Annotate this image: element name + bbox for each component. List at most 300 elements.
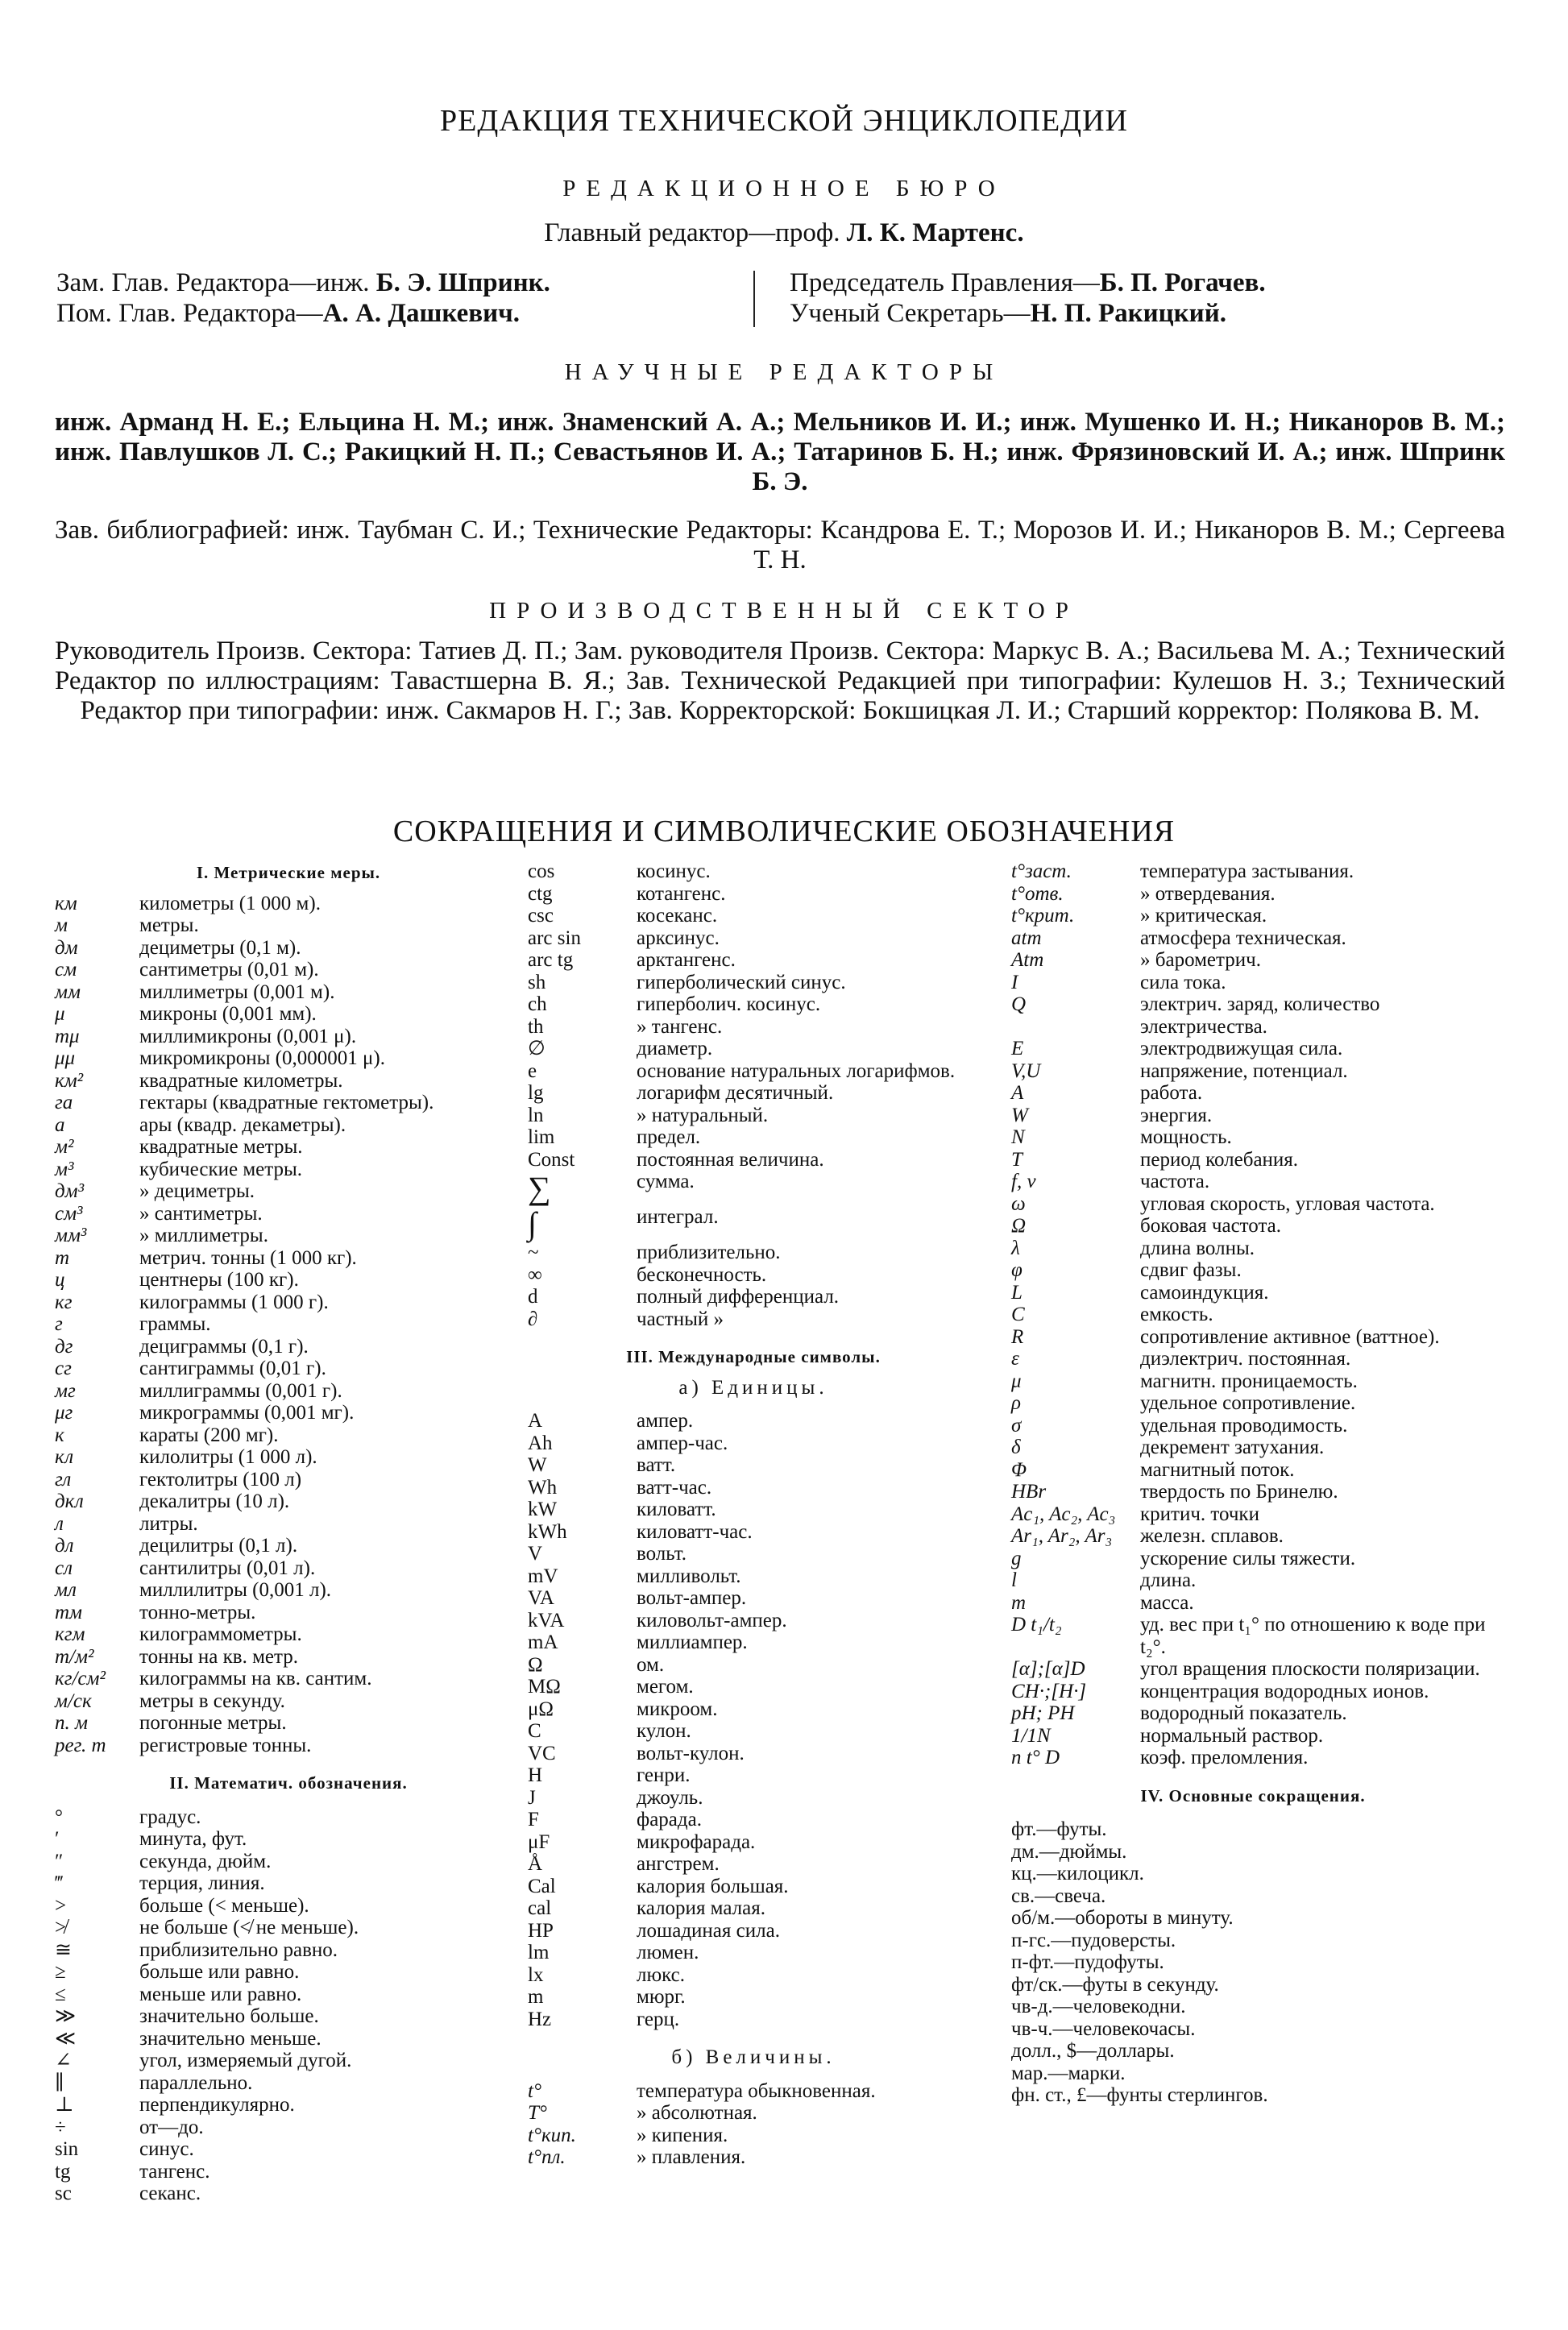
list-item	[55, 1225, 522, 1247]
item-symbol: t°крит.	[1011, 905, 1075, 927]
list-item	[55, 1806, 522, 1829]
item-description: миллиграммы (0,001 г).	[139, 1379, 342, 1402]
item-symbol: ln	[528, 1104, 544, 1126]
item-description: дециметры (0,1 м).	[139, 936, 301, 959]
item-description: концентрация водородных ионов.	[1140, 1680, 1429, 1702]
column-3	[1011, 860, 1495, 2107]
item-description: температура обыкновенная.	[637, 2079, 876, 2102]
list-item	[1011, 1326, 1495, 1349]
list-item	[55, 2028, 522, 2050]
item-symbol: V	[528, 1543, 543, 1565]
list-item	[528, 1764, 979, 1787]
item-description: косеканс.	[637, 905, 718, 927]
item-description: магнитн. проницаемость.	[1140, 1370, 1358, 1392]
list-item: п-фт.—пудофуты.	[1011, 1951, 1164, 1973]
sec1-title: I. Метрические меры.	[196, 863, 381, 882]
item-symbol: ~	[528, 1242, 539, 1263]
item-description: киловатт-час.	[637, 1520, 753, 1543]
item-description: » дециметры.	[139, 1180, 255, 1202]
list-item	[528, 2146, 979, 2169]
item-symbol: mA	[528, 1631, 558, 1653]
item-description: герц.	[637, 2008, 680, 2030]
sec3-title: III. Международные символы.	[626, 1347, 881, 1366]
list-item	[528, 1499, 979, 1521]
list-item	[528, 1206, 979, 1242]
item-description: емкость.	[1140, 1304, 1213, 1325]
list-item	[1011, 993, 1495, 1038]
item-symbol: м²	[55, 1136, 74, 1158]
item-description: квадратные километры.	[139, 1069, 343, 1092]
item-description: центнеры (100 кг).	[139, 1269, 299, 1291]
list-item	[55, 1180, 522, 1203]
item-symbol: ≤	[55, 1983, 66, 2005]
list-item	[55, 1114, 522, 1137]
item-description: кулон.	[637, 1720, 691, 1742]
item-symbol: ⊥	[55, 2094, 74, 2116]
item-symbol: mμ	[55, 1025, 80, 1047]
item-description: не больше (≮ не меньше).	[139, 1917, 359, 1938]
item-description: косинус.	[637, 860, 711, 882]
list-item	[55, 1535, 522, 1557]
item-symbol: ctg	[528, 882, 553, 905]
list-item	[55, 1939, 522, 1962]
item-symbol: Q	[1011, 993, 1027, 1015]
list-item	[528, 949, 979, 972]
list-item: дм.—дюймы.	[1011, 1840, 1127, 1863]
list-item	[528, 1920, 979, 1942]
item-symbol: J	[528, 1786, 536, 1809]
list-item	[528, 1410, 979, 1432]
item-description: полный дифференциал.	[637, 1286, 840, 1308]
list-item	[1011, 1415, 1495, 1437]
item-description: значительно меньше.	[139, 2027, 321, 2050]
item-description: караты (200 мг).	[139, 1424, 279, 1446]
item-description: секанс.	[139, 2183, 201, 2204]
item-symbol: W	[1011, 1104, 1028, 1126]
column-1	[55, 862, 522, 2205]
item-description: электродвижущая сила.	[1140, 1038, 1343, 1059]
list-item	[528, 1676, 979, 1698]
item-symbol: Ω	[1011, 1215, 1027, 1237]
item-symbol: sc	[55, 2183, 72, 2204]
item-description: сумма.	[637, 1171, 695, 1192]
item-description: мюрг.	[637, 1986, 686, 2008]
item-description: килолитры (1 000 л).	[139, 1446, 317, 1468]
item-description: бесконечность.	[637, 1263, 767, 1286]
abbrev-heading: СОКРАЩЕНИЯ И СИМВОЛИЧЕСКИЕ ОБОЗНАЧЕНИЯ	[392, 815, 1176, 848]
list-item	[55, 914, 522, 937]
list-item	[528, 860, 979, 883]
item-symbol: N	[1011, 1126, 1025, 1148]
item-symbol: >	[55, 1894, 67, 1917]
item-description: ангстрем.	[637, 1853, 720, 1875]
item-symbol: ∅	[528, 1038, 545, 1059]
item-description: » плавления.	[637, 2146, 746, 2168]
item-description: частота.	[1140, 1171, 1210, 1192]
sec2-list	[55, 1806, 522, 2205]
item-symbol: C	[1011, 1304, 1025, 1325]
item-symbol: ц	[55, 1269, 65, 1291]
item-symbol: Const	[528, 1148, 575, 1171]
item-description: меньше или равно.	[139, 1983, 302, 2005]
item-description: децилитры (0,1 л).	[139, 1535, 298, 1557]
item-symbol: Ar₁, Ar₂, Ar₃	[1011, 1525, 1113, 1547]
item-description: водородный показатель.	[1140, 1702, 1347, 1724]
secretary-label: Ученый Секретарь—	[790, 299, 1031, 328]
list-item	[55, 981, 522, 1004]
item-symbol: м/ск	[55, 1689, 92, 1712]
item-symbol: F	[528, 1809, 539, 1830]
item-description: микрофарада.	[637, 1830, 756, 1853]
list-item	[55, 1313, 522, 1336]
item-symbol: μ	[55, 1003, 65, 1025]
list-item	[528, 1126, 979, 1149]
item-description: тангенс.	[139, 2160, 210, 2183]
item-symbol: CH·;[H·]	[1011, 1680, 1087, 1702]
item-symbol: ≅	[55, 1938, 72, 1961]
item-description: ватт.	[637, 1454, 676, 1476]
item-symbol: μμ	[55, 1047, 76, 1069]
list-item	[55, 2161, 522, 2183]
item-description: кубические метры.	[139, 1158, 303, 1180]
list-item	[55, 1646, 522, 1669]
list-item	[1011, 1592, 1495, 1615]
list-item	[55, 1336, 522, 1358]
list-item	[55, 1872, 522, 1895]
item-symbol: км	[55, 892, 77, 914]
list-item	[528, 1720, 979, 1743]
item-symbol: кл	[55, 1446, 74, 1468]
list-item: фт.—футы.	[1011, 1818, 1107, 1840]
item-description: электрич. заряд, количество электричества.	[1140, 993, 1380, 1038]
item-symbol: lx	[528, 1963, 544, 1986]
board-block	[790, 267, 1515, 329]
item-description: мощность.	[1140, 1126, 1232, 1148]
list-item	[1011, 883, 1495, 906]
list-item	[55, 1917, 522, 1939]
item-symbol: км²	[55, 1069, 84, 1092]
assistant-label: Пом. Глав. Редактора—	[56, 299, 323, 328]
item-description: магнитный поток.	[1140, 1458, 1295, 1481]
item-description: напряжение, потенциал.	[1140, 1059, 1348, 1082]
list-item	[1011, 1171, 1495, 1193]
sec3a-title: а) Единицы.	[678, 1376, 828, 1399]
item-symbol: м³	[55, 1158, 74, 1180]
list-item	[1011, 1437, 1495, 1459]
list-item	[1011, 1525, 1495, 1548]
item-symbol: sh	[528, 971, 546, 993]
item-description: джоуль.	[637, 1786, 703, 1809]
list-item	[528, 1654, 979, 1677]
list-item	[55, 1668, 522, 1690]
item-symbol: W	[528, 1454, 547, 1476]
item-symbol: ε	[1011, 1348, 1019, 1370]
list-item	[55, 1690, 522, 1713]
item-symbol: ∑	[528, 1170, 551, 1206]
sec2-title: II. Математич. обозначения.	[169, 1773, 408, 1793]
sec4-list	[1011, 1818, 1495, 2107]
item-symbol: ch	[528, 993, 547, 1015]
list-item	[528, 1942, 979, 1964]
sec2b-list	[528, 860, 979, 1330]
item-description: » натуральный.	[637, 1104, 769, 1126]
item-symbol: кг/см²	[55, 1668, 106, 1689]
item-description: киловатт.	[637, 1499, 716, 1520]
item-description: диаметр.	[637, 1038, 713, 1059]
list-item	[55, 1424, 522, 1447]
list-item	[528, 1038, 979, 1060]
list-item	[528, 1016, 979, 1039]
list-item	[55, 1712, 522, 1735]
header-title: РЕДАКЦИЯ ТЕХНИЧЕСКОЙ ЭНЦИКЛОПЕДИИ	[439, 104, 1128, 138]
item-symbol: [α];[α]D	[1011, 1658, 1085, 1680]
list-item	[55, 1828, 522, 1851]
item-symbol: а	[55, 1113, 65, 1136]
item-symbol: λ	[1011, 1237, 1020, 1259]
list-item	[528, 1521, 979, 1544]
list-item: чв-ч.—человекочасы.	[1011, 2017, 1196, 2040]
item-symbol: HP	[528, 1919, 554, 1942]
sec1-list	[55, 893, 522, 1757]
item-symbol: дл	[55, 1535, 74, 1557]
item-symbol: ‴	[55, 1872, 64, 1894]
scientific-editors: инж. Арманд Н. Е.; Ельцина Н. М.; инж. Знаменский А. А.; Мельников И. И.; инж. Мушенко И. Н.; Никаноров В. М.; инж. Павлушков Л. С.; Ракицкий Н. П.; Севастьянов И. А.; Татаринов Б. Н.; инж. Фрязиновский И. А.; инж. Шпринк Б. Э.	[55, 408, 1505, 496]
list-item	[528, 1543, 979, 1565]
item-description: гиперболич. косинус.	[637, 993, 821, 1015]
list-item	[1011, 1193, 1495, 1216]
item-symbol: kWh	[528, 1520, 567, 1543]
item-description: люмен.	[637, 1942, 699, 1963]
item-symbol: мм	[55, 981, 81, 1003]
item-description: » сантиметры.	[139, 1202, 263, 1225]
item-description: литры.	[139, 1512, 198, 1535]
list-item	[528, 1454, 979, 1477]
item-description: постоянная величина.	[637, 1148, 824, 1171]
item-description: угловая скорость, угловая частота.	[1140, 1192, 1435, 1215]
list-item	[1011, 1082, 1495, 1105]
item-description: диэлектрич. постоянная.	[1140, 1348, 1351, 1370]
list-item: об/м.—обороты в минуту.	[1011, 1907, 1234, 1929]
secretary-name: Н. П. Ракицкий.	[1030, 299, 1226, 328]
item-description: длина.	[1140, 1569, 1197, 1591]
list-item	[1011, 1503, 1495, 1526]
item-symbol: MΩ	[528, 1676, 561, 1698]
list-item	[1011, 1459, 1495, 1482]
item-description: сдвиг фазы.	[1140, 1259, 1242, 1281]
item-description: » тангенс.	[637, 1015, 723, 1038]
item-symbol: Atm	[1011, 949, 1044, 971]
sec3b-list	[528, 2080, 979, 2169]
list-item: фн. ст., £—фунты стерлингов.	[1011, 2084, 1268, 2106]
item-symbol: Cal	[528, 1875, 556, 1897]
item-description: ампер.	[637, 1410, 694, 1432]
item-symbol: мг	[55, 1379, 76, 1402]
item-description: киловольт-ампер.	[637, 1609, 787, 1631]
item-symbol: δ	[1011, 1437, 1021, 1458]
item-description: значительно больше.	[139, 2005, 319, 2027]
item-description: угол, измеряемый дугой.	[139, 2050, 352, 2071]
item-description: метры в секунду.	[139, 1689, 285, 1712]
list-item	[528, 1853, 979, 1876]
item-symbol: lim	[528, 1126, 555, 1148]
list-item	[1011, 1681, 1495, 1703]
list-item	[528, 1787, 979, 1810]
item-symbol: см³	[55, 1202, 83, 1225]
item-description: тонно-метры.	[139, 1601, 256, 1623]
board-label: Председатель Правления—	[790, 268, 1100, 297]
item-symbol: t°пл.	[528, 2146, 566, 2168]
list-item: фт/ск.—футы в секунду.	[1011, 1973, 1219, 1996]
list-item	[55, 1269, 522, 1291]
item-description: приблизительно.	[637, 1242, 781, 1263]
item-symbol: ″	[55, 1850, 64, 1872]
list-item	[1011, 1392, 1495, 1415]
list-item	[1011, 1238, 1495, 1260]
list-item	[1011, 949, 1495, 972]
item-description: миллиампер.	[637, 1631, 748, 1653]
item-symbol: m	[1011, 1591, 1027, 1614]
chief-name: Л. К. Мартенс.	[846, 218, 1024, 247]
item-description: железн. сплавов.	[1140, 1525, 1284, 1547]
list-item	[55, 1446, 522, 1469]
item-description: удельная проводимость.	[1140, 1414, 1348, 1437]
item-symbol: lg	[528, 1082, 544, 1104]
sec3b-title: б) Величины.	[671, 2046, 836, 2068]
item-description: ампер-час.	[637, 1432, 728, 1454]
list-item: св.—свеча.	[1011, 1884, 1106, 1907]
list-item	[55, 1602, 522, 1624]
list-item	[1011, 972, 1495, 994]
list-item	[1011, 905, 1495, 927]
item-symbol: atm	[1011, 927, 1042, 949]
item-symbol: arc sin	[528, 927, 581, 949]
item-description: вольт-кулон.	[637, 1742, 745, 1764]
item-description: » абсолютная.	[637, 2102, 757, 2124]
item-description: энергия.	[1140, 1104, 1213, 1126]
item-symbol: Ac₁, Ac₂, Ac₃	[1011, 1503, 1116, 1525]
item-description: интеграл.	[637, 1206, 719, 1228]
item-description: микроом.	[637, 1698, 718, 1720]
list-item	[528, 1831, 979, 1854]
item-description: декалитры (10 л).	[139, 1490, 290, 1512]
bibliography-line: Зав. библиографией: инж. Таубман С. И.; Технические Редакторы: Ксандрова Е. Т.; Морозов И. И.; Никаноров В. М.; Сергеева Т. Н.	[55, 516, 1505, 574]
list-item	[528, 1698, 979, 1721]
item-symbol: l	[1011, 1569, 1017, 1591]
item-description: атмосфера техническая.	[1140, 927, 1346, 949]
list-item: п-гс.—пудоверсты.	[1011, 1929, 1176, 1951]
scientific-heading: НАУЧНЫЕ РЕДАКТОРЫ	[564, 359, 1004, 385]
production-heading: ПРОИЗВОДСТВЕННЫЙ СЕКТОР	[489, 598, 1079, 624]
item-symbol: ω	[1011, 1192, 1026, 1215]
item-symbol: tg	[55, 2160, 71, 2183]
list-item: долл., $—доллары.	[1011, 2040, 1175, 2062]
list-item	[528, 1477, 979, 1499]
list-item	[528, 927, 979, 950]
list-item	[528, 1308, 979, 1331]
item-symbol: ∫	[528, 1205, 537, 1242]
item-symbol: A	[528, 1410, 543, 1432]
item-symbol: дг	[55, 1335, 73, 1358]
deputies-block	[56, 267, 749, 329]
item-description: сантиметры (0,01 м).	[139, 959, 319, 981]
item-description: вольт-ампер.	[637, 1587, 747, 1609]
list-item	[55, 2005, 522, 2028]
item-symbol: мл	[55, 1579, 77, 1601]
item-symbol: Å	[528, 1853, 543, 1875]
item-description: удельное сопротивление.	[1140, 1392, 1356, 1414]
list-item: мар.—марки.	[1011, 2062, 1126, 2084]
item-symbol: Ah	[528, 1432, 553, 1454]
list-item	[55, 1895, 522, 1917]
list-item	[1011, 1348, 1495, 1370]
item-symbol: ′	[55, 1828, 60, 1850]
item-description: » отвердевания.	[1140, 882, 1276, 905]
item-symbol: Hz	[528, 2008, 552, 2030]
item-symbol: HBr	[1011, 1481, 1047, 1503]
list-item	[1011, 1259, 1495, 1282]
divider	[753, 271, 755, 327]
item-description: основание натуральных логарифмов.	[637, 1059, 956, 1082]
item-description: приблизительно равно.	[139, 1938, 338, 1961]
item-description: декремент затухания.	[1140, 1437, 1325, 1458]
list-item	[55, 1159, 522, 1181]
item-symbol: сг	[55, 1358, 72, 1379]
item-symbol: t°отв.	[1011, 882, 1064, 905]
list-item	[1011, 1747, 1495, 1769]
item-symbol: кг	[55, 1291, 73, 1313]
sec4-title: IV. Основные сокращения.	[1140, 1785, 1366, 1806]
list-item	[528, 1986, 979, 2009]
item-description: нормальный раствор.	[1140, 1724, 1324, 1747]
item-symbol: кгм	[55, 1623, 85, 1645]
list-item	[55, 1026, 522, 1048]
list-item	[528, 1060, 979, 1083]
item-symbol: п. м	[55, 1712, 88, 1734]
item-description: арксинус.	[637, 927, 720, 949]
item-symbol: дм	[55, 936, 78, 959]
item-description: работа.	[1140, 1082, 1203, 1104]
list-item	[1011, 1282, 1495, 1304]
list-item	[528, 1286, 979, 1308]
list-item	[528, 1587, 979, 1610]
item-description: предел.	[637, 1126, 701, 1148]
item-description: килограммометры.	[139, 1623, 302, 1645]
list-item: чв-д.—человекодни.	[1011, 1996, 1186, 2017]
item-symbol: т/м²	[55, 1645, 94, 1668]
item-description: метры.	[139, 914, 199, 936]
item-description: микрограммы (0,001 мг).	[139, 1402, 355, 1424]
list-item	[1011, 1370, 1495, 1393]
sec3c-list	[1011, 860, 1495, 1769]
list-item	[55, 2094, 522, 2116]
item-symbol: сл	[55, 1557, 73, 1579]
item-description: » барометрич.	[1140, 949, 1261, 971]
list-item	[55, 893, 522, 915]
item-symbol: ≯	[55, 1917, 67, 1938]
chief-label: Главный редактор—проф.	[544, 218, 840, 247]
item-description: длина волны.	[1140, 1237, 1255, 1259]
item-symbol: дкл	[55, 1490, 84, 1512]
item-symbol: ∞	[528, 1263, 542, 1286]
list-item	[55, 2116, 522, 2139]
item-symbol: ∠	[55, 2050, 72, 2071]
list-item	[528, 1631, 979, 1654]
list-item	[528, 1264, 979, 1287]
item-symbol: th	[528, 1015, 544, 1038]
item-description: терция, линия.	[139, 1872, 265, 1894]
item-description: милливольт.	[637, 1565, 741, 1587]
item-description: от—до.	[139, 2116, 204, 2138]
